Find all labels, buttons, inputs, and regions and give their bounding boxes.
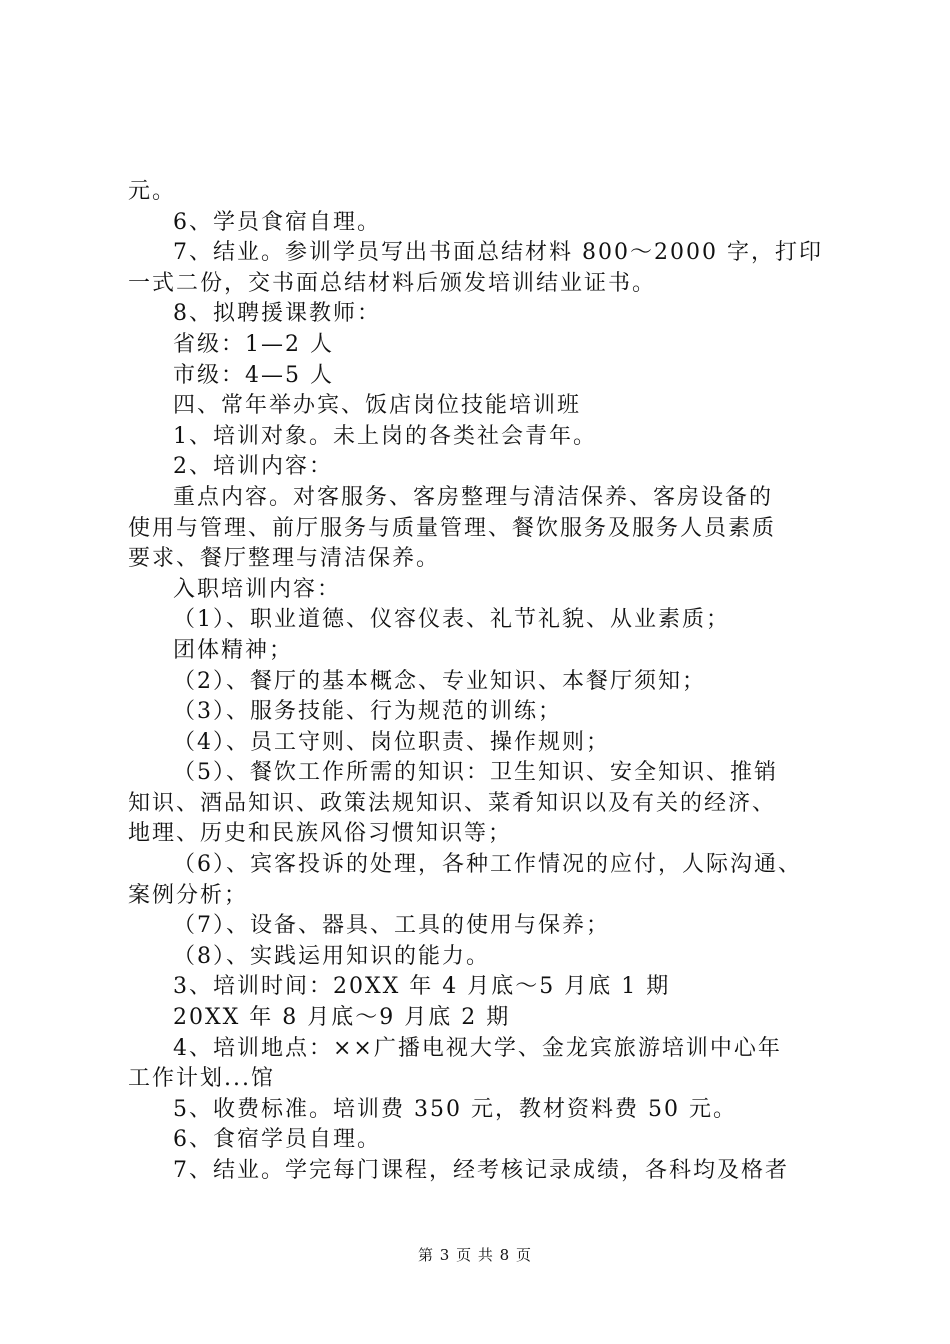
text-line: （8）、实践运用知识的能力。: [173, 943, 490, 969]
text-line: （4）、员工守则、岗位职责、操作规则；: [173, 729, 610, 755]
text-line: 重点内容。对客服务、客房整理与清洁保养、客房设备的: [173, 484, 774, 510]
text-line: 8、拟聘援课教师：: [173, 301, 381, 327]
text-line: 市级：4—5 人: [173, 362, 334, 388]
text-line: 1、培训对象。未上岗的各类社会青年。: [173, 423, 597, 449]
text-line: 3、培训时间：20XX 年 4 月底～5 月底 1 期: [173, 974, 671, 1000]
text-line: （5）、餐饮工作所需的知识：卫生知识、安全知识、推销: [173, 760, 778, 786]
text-line: （6）、宾客投诉的处理，各种工作情况的应付，人际沟通、: [173, 852, 802, 878]
text-line: 7、结业。学完每门课程，经考核记录成绩，各科均及格者: [173, 1158, 789, 1183]
text-line: 四、常年举办宾、饭店岗位技能培训班: [173, 393, 582, 419]
text-line: （2）、餐厅的基本概念、专业知识、本餐厅须知；: [173, 668, 706, 694]
text-line: 6、学员食宿自理。: [173, 209, 381, 235]
text-line: 5、收费标准。培训费 350 元，教材资料费 50 元。: [173, 1096, 737, 1122]
text-line: 工作计划...馆: [128, 1066, 275, 1092]
text-line: 要求、餐厅整理与清洁保养。: [128, 546, 441, 572]
document-body: [128, 177, 840, 1187]
text-line: 案例分析；: [128, 882, 249, 908]
text-line: 元。: [128, 179, 177, 204]
text-line: （7）、设备、器具、工具的使用与保养；: [173, 913, 610, 939]
text-line: 地理、历史和民族风俗习惯知识等；: [128, 821, 513, 847]
text-line: （1）、职业道德、仪容仪表、礼节礼貌、从业素质；: [173, 607, 730, 633]
text-line: 使用与管理、前厅服务与质量管理、餐饮服务及服务人员素质: [128, 515, 777, 541]
text-line: 团体精神；: [173, 637, 294, 663]
text-line: 一式二份，交书面总结材料后颁发培训结业证书。: [128, 270, 657, 296]
text-line: 入职培训内容：: [173, 576, 342, 602]
text-line: （3）、服务技能、行为规范的训练；: [173, 699, 562, 725]
page-footer: 第 3 页 共 8 页: [418, 1246, 532, 1264]
text-line: 20XX 年 8 月底～9 月底 2 期: [173, 1005, 511, 1031]
text-line: 知识、酒品知识、政策法规知识、菜肴知识以及有关的经济、: [128, 790, 777, 816]
text-line: 7、结业。参训学员写出书面总结材料 800～2000 字，打印: [173, 240, 823, 266]
text-line: 4、培训地点：××广播电视大学、金龙宾旅游培训中心年: [173, 1035, 782, 1061]
text-line: 省级：1—2 人: [173, 331, 334, 357]
text-line: 2、培训内容：: [173, 454, 333, 480]
text-line: 6、食宿学员自理。: [173, 1127, 381, 1153]
